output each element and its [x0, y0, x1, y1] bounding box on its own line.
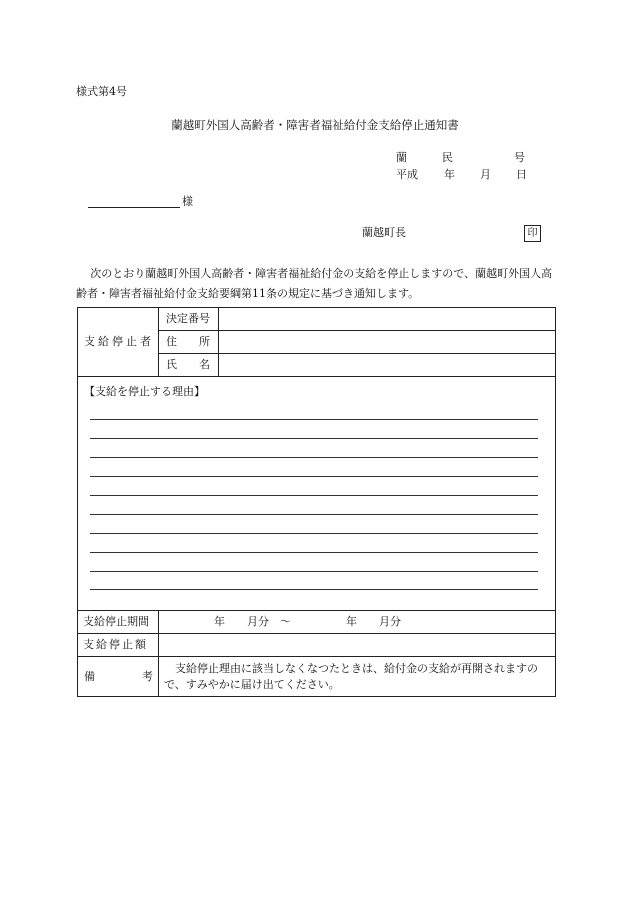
row-divider	[78, 376, 556, 377]
notice-table	[77, 307, 556, 697]
document-title: 蘭越町外国人高齢者・障害者福祉給付金支給停止通知書	[171, 118, 459, 132]
column-divider	[158, 308, 159, 376]
reason-line	[90, 514, 538, 515]
remarks-label-end: 考	[142, 670, 153, 683]
address-label: 住 所	[166, 335, 210, 348]
period-label: 支給停止期間	[83, 615, 149, 628]
period-value: 年 月分 ～ 年 月分	[214, 615, 401, 628]
date-day: 日	[516, 168, 527, 181]
column-divider	[158, 610, 159, 696]
date-era: 平成	[396, 168, 418, 181]
amount-label: 支給停止額	[83, 638, 148, 651]
reason-line	[90, 589, 538, 590]
reference-middle: 民	[442, 151, 453, 164]
notice-body: 次のとおり蘭越町外国人高齢者・障害者福祉給付金の支給を停止しますので、蘭越町外国人高齢者・障害者福祉給付金支給要綱第11条の規定に基づき通知します。	[76, 267, 553, 300]
addressee-honorific: 様	[182, 195, 193, 208]
reason-line	[90, 552, 538, 553]
decision-number-label: 決定番号	[166, 312, 210, 325]
reason-line	[90, 438, 538, 439]
reference-suffix: 号	[514, 151, 525, 164]
reason-line	[90, 571, 538, 572]
reason-line	[90, 457, 538, 458]
date-month: 月	[480, 168, 491, 181]
form-number: 様式第4号	[76, 85, 127, 98]
row-divider	[78, 610, 556, 611]
reason-line	[90, 419, 538, 420]
date-year: 年	[444, 168, 455, 181]
name-label: 氏 名	[166, 358, 210, 371]
reason-line	[90, 476, 538, 477]
addressee-name-line	[88, 207, 180, 208]
remarks-label-start: 備	[84, 670, 95, 683]
reason-line	[90, 533, 538, 534]
reason-line	[90, 495, 538, 496]
row-divider	[78, 656, 556, 657]
reference-prefix: 蘭	[396, 151, 407, 164]
row-divider	[78, 633, 556, 634]
column-divider	[218, 308, 219, 376]
recipient-header: 支給停止者	[84, 335, 154, 348]
reason-label: 【支給を停止する理由】	[84, 385, 205, 398]
reference-number	[396, 151, 536, 165]
issuer-name: 蘭越町長	[362, 226, 406, 239]
remarks-text: 支給停止理由に該当しなくなつたときは、給付金の支給が再開されますので、すみやかに届け出てください。	[164, 662, 538, 691]
seal-mark: 印	[524, 225, 541, 242]
issue-date	[396, 168, 536, 182]
